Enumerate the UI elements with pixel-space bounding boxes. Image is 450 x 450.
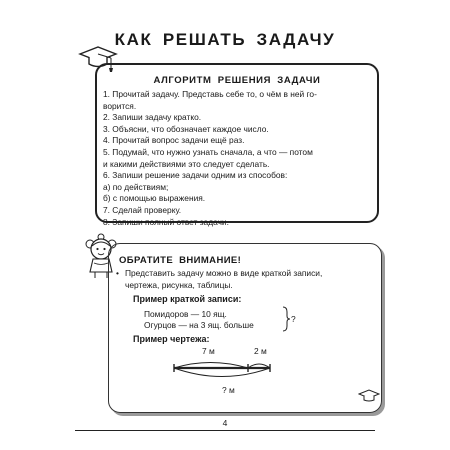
page-number: 4	[222, 418, 228, 428]
segment-label-2m: 2 м	[254, 346, 267, 356]
segment-diagram	[170, 355, 280, 385]
algorithm-heading: АЛГОРИТМ РЕШЕНИЯ ЗАДАЧИ	[153, 75, 321, 86]
algorithm-line: 1. Прочитай задачу. Представь себе то, о чём в ней го-	[103, 89, 317, 99]
bullet-text	[125, 268, 322, 291]
question-mark: ?	[291, 314, 296, 324]
algorithm-line: ворится.	[103, 100, 137, 111]
algorithm-line: 3. Объясни, что обозначает каждое число.	[103, 123, 269, 134]
algorithm-line: 2. Запиши задачу кратко.	[103, 112, 202, 123]
total-length-label: ? м	[222, 385, 235, 395]
footer-divider	[75, 430, 375, 431]
page-title: КАК РЕШАТЬ ЗАДАЧУ	[114, 30, 336, 49]
attention-heading: ОБРАТИТЕ ВНИМАНИЕ!	[119, 255, 242, 266]
algorithm-line: 7. Сделай проверку.	[103, 204, 182, 215]
algorithm-list	[103, 89, 317, 228]
bullet-marker: •	[116, 268, 119, 278]
algorithm-line: б) с помощью выражения.	[103, 193, 206, 204]
segment-label-7m: 7 м	[202, 346, 215, 356]
small-cap-icon	[358, 389, 380, 403]
short-note-line: Помидоров — 10 ящ.	[144, 309, 227, 319]
bullet-line: Представить задачу можно в виде краткой записи,	[125, 268, 323, 278]
drawing-heading: Пример чертежа:	[133, 334, 210, 344]
bullet-line: чертежа, рисунка, таблицы.	[125, 279, 233, 290]
short-note-line: Огурцов — на 3 ящ. больше	[144, 320, 254, 330]
algorithm-line: 4. Прочитай вопрос задачи ещё раз.	[103, 135, 245, 146]
short-note-heading: Пример краткой записи:	[133, 294, 242, 304]
brace-icon	[281, 306, 291, 332]
algorithm-line: 5. Подумай, что нужно узнать сначала, а что — потом	[103, 146, 313, 157]
algorithm-line: и какими действиями это следует сделать.	[103, 158, 270, 169]
algorithm-line: 8. Запиши полный ответ задачи.	[103, 216, 229, 227]
algorithm-line: 6. Запиши решение задачи одним из способов:	[103, 170, 288, 181]
algorithm-line: а) по действиям;	[103, 181, 169, 192]
